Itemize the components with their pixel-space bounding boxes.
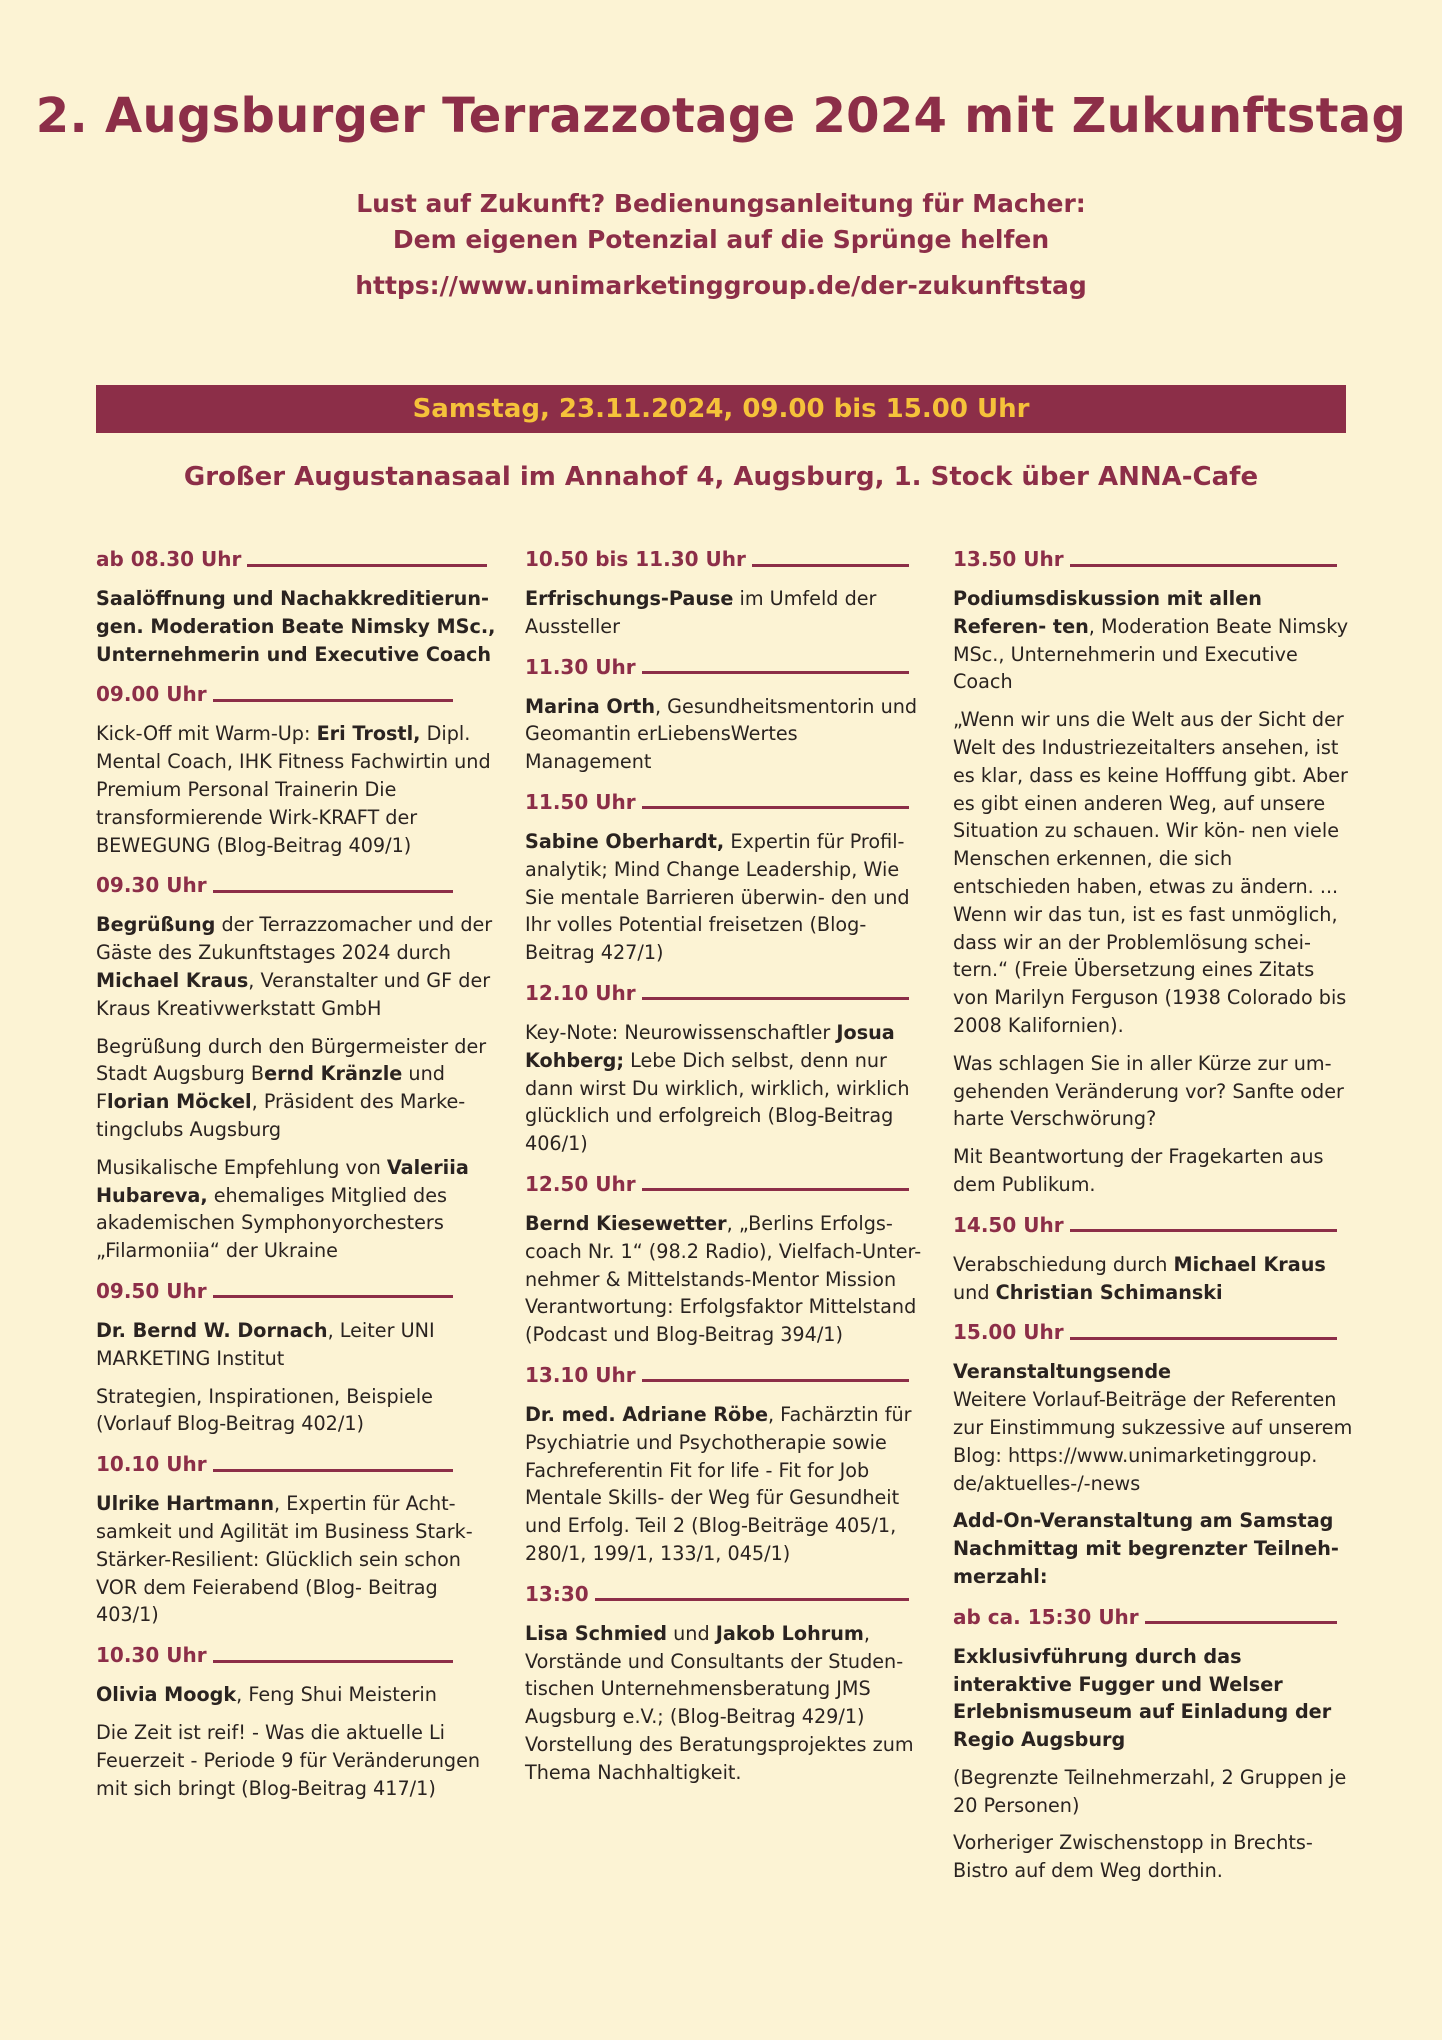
time-heading (96, 1277, 496, 1307)
schedule-slot (525, 1580, 925, 1787)
time-heading (525, 1170, 925, 1200)
bold-text: Exklusivführung durch das interaktive Fugger und Welser Erlebnismuseum auf Einladung der Regio Augsburg (953, 1644, 1332, 1752)
time-heading (96, 1641, 496, 1671)
text: , Moderation Beate Nimsky MSc., Unternehmerin und Executive Coach (953, 614, 1349, 694)
time-label: 12.10 Uhr (525, 981, 636, 1006)
schedule-slot (525, 1170, 925, 1349)
time-label: 13.50 Uhr (953, 547, 1064, 572)
bold-text: Saalöffnung und Nachakkreditierun- gen. Moderation Beate Nimsky MSc., Unternehmerin und Executive Coach (96, 587, 496, 666)
text: , Gesundheitsmentorin und Geomantin erLiebensWertes Management (525, 694, 918, 774)
text: , Fachärztin für Psychiatrie und Psychotherapie sowie Fachreferentin Fit for life - Fit for Job Mentale Skills- der Weg für Gesundheit und Erfolg. Teil 2 (Blog-Beiträge 405/1, 280/1, 199/1, 133/1, 045/1) (525, 1402, 912, 1565)
speaker-name: Josua Kohberg; (525, 1020, 895, 1072)
speaker-name: Bernd Kiesewetter (525, 1211, 727, 1235)
bold-text: Add-On-Veranstaltung am Samstag Nachmittag mit begrenzter Teilneh- merzahl: (953, 1509, 1339, 1588)
slot-text (953, 1643, 1353, 1754)
schedule-slot (96, 545, 496, 668)
divider (247, 564, 487, 567)
text: Dipl. Mental Coach, IHK Fitness Fachwirtin und Premium Personal Trainerin Die transformierende Wirk-KRAFT der BEWEGUNG (Blog-Beitrag 409/1) (96, 722, 491, 857)
text: , Veranstalter und GF der Kraus Kreativwerkstatt GmbH (96, 968, 491, 1020)
divider (1070, 1229, 1337, 1232)
divider (642, 997, 909, 1000)
time-label: 13:30 (525, 1581, 589, 1606)
schedule-column-1 (96, 545, 496, 1814)
time-heading (96, 680, 496, 710)
schedule-slot (525, 979, 925, 1158)
event-url-link[interactable]: https://www.unimarketinggroup.de/der-zukunftstag (355, 271, 1087, 300)
time-heading (953, 1318, 1353, 1348)
speaker-name: Marina Orth (525, 694, 655, 718)
text: Musikalische Empfehlung von (96, 1155, 387, 1179)
speaker-name: Christian Schimanski (995, 1280, 1223, 1304)
speaker-name: Michael Kraus (96, 968, 249, 992)
speaker-name: Dr. Bernd W. Dornach (96, 1318, 328, 1342)
time-heading (96, 871, 496, 901)
slot-text (953, 585, 1353, 696)
quote-text: „Wenn wir uns die Welt aus der Sicht der Welt des Industriezeitalters ansehen, ist es klar, dass es keine Hofffung gibt. Aber es gibt einen anderen Weg, auf unsere Situation zu schauen. Wir kön- nen viele Menschen erkennen, die sich entschieden haben, etwas zu ändern. ... Wenn wir das tun, ist es fast unmöglich, dass wir an der Problemlösung schei- tern.“ (Freie Übersetzung eines Zitats von Marilyn Ferguson (1938 Colorado bis 2008 Kalifornien). (953, 708, 1348, 1037)
time-heading (96, 1450, 496, 1480)
slot-text (525, 1210, 925, 1349)
text: , Vorstände und Consultants der Studen- tischen Unternehmensberatung JMS Augsburg e.V.; (Blog-Beitrag 429/1) Vorstellung des Beratungsprojektes zum Thema Nachhaltigkeit. (525, 1621, 914, 1784)
slot-text (96, 585, 496, 668)
slot-text (96, 1681, 496, 1709)
slot-text (96, 1490, 496, 1629)
time-label: 10.10 Uhr (96, 1452, 207, 1477)
slot-text: (Begrenzte Teilnehmerzahl, 2 Gruppen je 20 Personen) (953, 1765, 1347, 1817)
speaker-name: Eri Trostl, (316, 722, 421, 746)
text: ehemaliges Mitglied des akademischen Symphonyorchesters „Filarmoniia“ der Ukraine (96, 1183, 448, 1263)
slot-text (96, 911, 496, 1022)
schedule-slot (96, 871, 496, 1265)
schedule-slot (525, 788, 925, 967)
text: Begrüßung durch den Bürgermeister der Stadt Augsburg B (96, 1034, 487, 1086)
text: Key-Note: Neurowissenschaftler (525, 1020, 837, 1044)
schedule-slot (525, 545, 925, 641)
divider (752, 564, 909, 567)
text: und F (96, 1062, 445, 1114)
text: Strategien, Inspirationen, Beispiele (Vorlauf Blog-Beitrag 402/1) (96, 1384, 433, 1436)
slot-text (525, 1620, 925, 1787)
venue-line: Großer Augustanasaal im Annahof 4, Augsburg, 1. Stock über ANNA-Cafe (183, 462, 1259, 492)
text: , Leiter UNI MARKETING Institut (96, 1318, 435, 1370)
slot-text (96, 1719, 496, 1802)
slot-text (525, 1019, 925, 1158)
slot-text (96, 1154, 496, 1265)
text: , Präsident des Marke- tingclubs Augsburg (96, 1090, 466, 1141)
slot-text (525, 585, 925, 641)
time-label: ab 08.30 Uhr (96, 547, 242, 572)
time-heading (525, 545, 925, 575)
time-heading (953, 545, 1353, 575)
schedule-slot (953, 1603, 1353, 1885)
divider (1145, 1621, 1337, 1624)
time-heading (96, 545, 496, 575)
slot-text (96, 1383, 496, 1439)
subtitle-line-1: Lust auf Zukunft? Bedienungsanleitung für Macher: (356, 189, 1086, 218)
schedule-slot (96, 680, 496, 859)
text: Weitere Vorlauf-Beiträge der Referenten zur Einstimmung sukzessive auf unserem Blog: https://www.unimarketinggroup. de/aktuelles-/-news (953, 1388, 1353, 1495)
time-heading (953, 1211, 1353, 1241)
time-label: 11.50 Uhr (525, 790, 636, 815)
time-label: 10.50 bis 11.30 Uhr (525, 547, 746, 572)
subtitle-line-2: Dem eigenen Potenzial auf die Sprünge helfen (392, 225, 1050, 254)
divider (1070, 564, 1337, 567)
time-label: 09.50 Uhr (96, 1279, 207, 1304)
date-banner: Samstag, 23.11.2024, 09.00 bis 15.00 Uhr (96, 385, 1346, 433)
speaker-name: Ulrike Hartmann (96, 1492, 275, 1516)
slot-text (96, 1033, 496, 1144)
time-label: 13.10 Uhr (525, 1363, 636, 1388)
text: und (953, 1280, 996, 1304)
slot-text (525, 828, 925, 967)
speaker-name: ernd Kränzle (264, 1062, 403, 1086)
speaker-name: Lisa Schmied (525, 1621, 668, 1645)
divider (213, 890, 453, 893)
text: und (667, 1621, 716, 1645)
subtitle (0, 186, 1442, 304)
divider (642, 1379, 909, 1382)
schedule-slot (953, 545, 1353, 1199)
time-label: 14.50 Uhr (953, 1212, 1064, 1237)
bold-text: Erfrischungs-Pause (525, 587, 734, 610)
schedule-column-3 (953, 545, 1353, 1897)
time-label: 09.00 Uhr (96, 682, 207, 707)
time-label: 09.30 Uhr (96, 873, 207, 898)
time-heading (953, 1603, 1353, 1633)
divider (213, 1469, 453, 1472)
divider (213, 1295, 453, 1298)
slot-text: Was schlagen Sie in aller Kürze zur um- gehenden Veränderung vor? Sanfte oder harte Verschwörung? (953, 1051, 1344, 1131)
divider (213, 1660, 453, 1663)
text: , Feng Shui Meisterin (236, 1683, 437, 1707)
slot-text: Vorheriger Zwischenstopp in Brechts- Bistro auf dem Weg dorthin. (953, 1831, 1313, 1883)
divider (642, 671, 909, 674)
schedule-slot (525, 1361, 925, 1568)
time-heading (525, 1361, 925, 1391)
text: Lebe Dich selbst, denn nur dann wirst Du wirklich, wirklich, wirklich glücklich und erfolgreich (Blog-Beitrag 406/1) (525, 1048, 910, 1156)
schedule-slot (525, 653, 925, 776)
slot-text: Mit Beantwortung der Fragekarten aus dem Publikum. (953, 1145, 1324, 1196)
text: , „Berlins Erfolgs- coach Nr. 1“ (98.2 Radio), Vielfach-Unter- nehmer & Mittelstands-Mentor Mission Verantwortung: Erfolgsfaktor Mittelstand (Podcast und Blog-Beitrag 394/1) (525, 1211, 922, 1347)
time-heading (525, 1580, 925, 1610)
time-heading (525, 788, 925, 818)
text: der Terrazzomacher und der Gäste des Zukunftstages 2024 durch (96, 913, 493, 965)
slot-text (953, 1507, 1353, 1590)
time-label: ab ca. 15:30 Uhr (953, 1604, 1139, 1629)
time-label: 11.30 Uhr (525, 654, 636, 679)
slot-text (525, 1401, 925, 1568)
speaker-name: Michael Kraus (1173, 1252, 1326, 1276)
bold-text: Veranstaltungsende (953, 1360, 1172, 1384)
page-title: 2. Augsburger Terrazzotage 2024 mit Zukunftstag (35, 88, 1407, 144)
divider (642, 806, 909, 809)
divider (213, 699, 453, 702)
slot-text (953, 1358, 1353, 1497)
schedule-slot (96, 1450, 496, 1629)
slot-text (96, 1317, 496, 1373)
text: Verabschiedung durch (953, 1252, 1174, 1276)
schedule-slot (96, 1277, 496, 1438)
bold-text: Begrüßung (96, 913, 216, 937)
slot-text (525, 693, 925, 776)
text: Kick-Off mit Warm-Up: (96, 722, 317, 746)
speaker-name: lorian Möckel (107, 1090, 252, 1114)
divider (595, 1598, 909, 1601)
bold-text: Podiumsdiskussion mit allen Referen- ten (953, 587, 1262, 638)
speaker-name: Valeriia Hubareva, (96, 1155, 469, 1207)
slot-text (96, 720, 496, 859)
text: Expertin für Profil- analytik; Mind Change Leadership, Wie Sie mentale Barrieren überwin- den und Ihr volles Potential freisetzen (Blog-Beitrag 427/1) (525, 829, 910, 965)
speaker-name: Olivia Moogk (96, 1683, 237, 1707)
time-heading (525, 979, 925, 1009)
text: , Expertin für Acht- samkeit und Agilität im Business Stark-Stärker-Resilient: Glücklich sein schon VOR dem Feierabend (Blog- Beitrag 403/1) (96, 1492, 473, 1627)
divider (1070, 1337, 1337, 1340)
time-label: 15.00 Uhr (953, 1320, 1064, 1345)
slot-text (953, 1251, 1353, 1307)
speaker-name: Jakob Lohrum (715, 1621, 864, 1645)
schedule-column-2 (525, 545, 925, 1799)
time-label: 10.30 Uhr (96, 1643, 207, 1668)
time-label: 12.50 Uhr (525, 1172, 636, 1197)
schedule-slot (953, 1211, 1353, 1307)
time-heading (525, 653, 925, 683)
speaker-name: Dr. med. Adriane Röbe (525, 1402, 768, 1426)
schedule-slot (96, 1641, 496, 1802)
text: im Umfeld der Aussteller (525, 587, 877, 638)
schedule-slot (953, 1318, 1353, 1590)
divider (642, 1188, 909, 1191)
speaker-name: Sabine Oberhardt, (525, 829, 725, 853)
text: Die Zeit ist reif! - Was die aktuelle Li Feuerzeit - Periode 9 für Veränderungen mit sich bringt (Blog-Beitrag 417/1) (96, 1720, 481, 1800)
